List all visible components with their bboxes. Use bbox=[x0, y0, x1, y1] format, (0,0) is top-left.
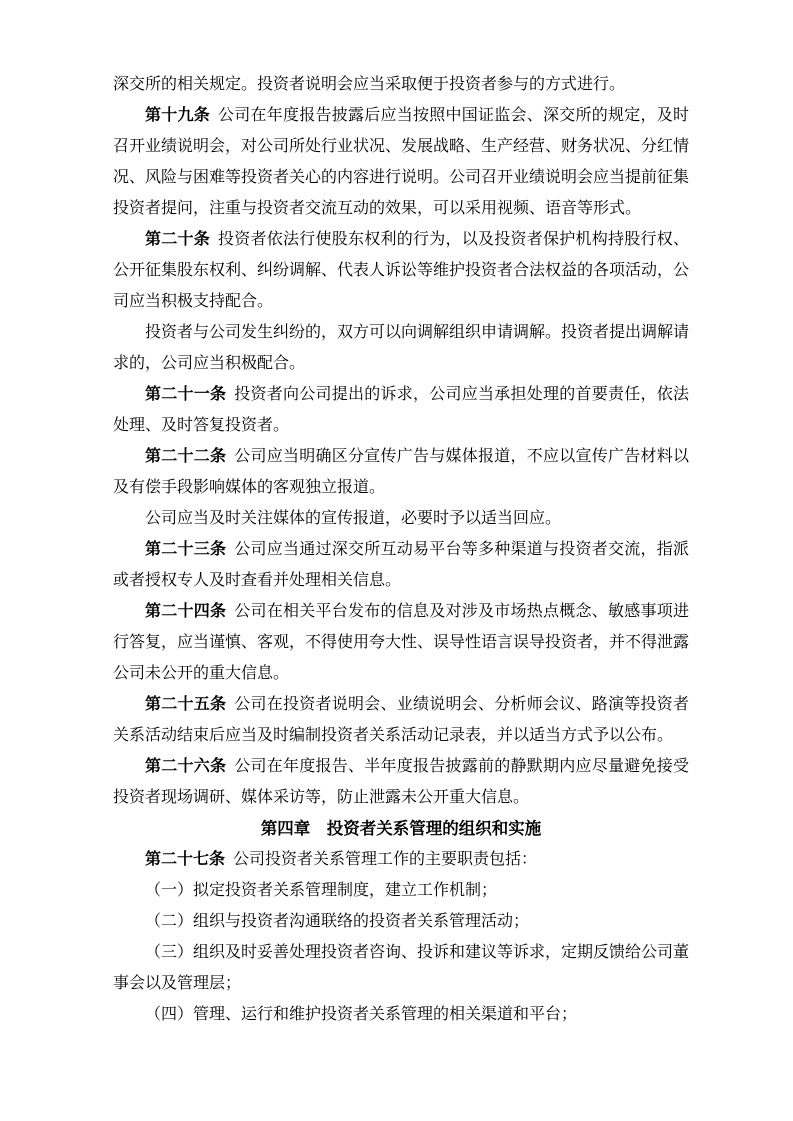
article-22-paragraph bbox=[113, 441, 689, 503]
paragraph-text: 公司应当明确区分宣传广告与媒体报道，不应以宣传广告材料以及有偿手段影响媒体的客观独立报道。 bbox=[113, 448, 689, 496]
paragraph-text: 公司在相关平台发布的信息及对涉及市场热点概念、敏感事项进行答复，应当谨慎、客观，不得使用夸大性、误导性语言误导投资者，并不得泄露公司未公开的重大信息。 bbox=[113, 603, 690, 682]
paragraph-text: 深交所的相关规定。投资者说明会应当采取便于投资者参与的方式进行。 bbox=[113, 76, 626, 93]
paragraph-text: 公司应当及时关注媒体的宣传报道，必要时予以适当回应。 bbox=[145, 510, 562, 527]
list-item-3 bbox=[113, 937, 689, 999]
list-item-4 bbox=[113, 999, 689, 1030]
article-22-subparagraph bbox=[113, 503, 689, 534]
chapter-title: 投资者关系管理的组织和实施 bbox=[326, 819, 542, 838]
paragraph-text: 投资者与公司发生纠纷的，双方可以向调解组织申请调解。投资者提出调解请求的，公司应当积极配合。 bbox=[113, 324, 690, 372]
article-26-paragraph bbox=[113, 751, 689, 813]
paragraph-text: 公司在年度报告、半年度报告披露前的静默期内应尽量避免接受投资者现场调研、媒体采访等，防止泄露未公开重大信息。 bbox=[113, 758, 689, 806]
article-27-number: 第二十七条 bbox=[145, 851, 226, 868]
article-25-paragraph bbox=[113, 689, 689, 751]
article-21-paragraph bbox=[113, 379, 689, 441]
paragraph-text: 公司在投资者说明会、业绩说明会、分析师会议、路演等投资者关系活动结束后应当及时编制投资者关系活动记录表，并以适当方式予以公布。 bbox=[113, 696, 689, 744]
paragraph-text: 投资者依法行使股东权利的行为，以及投资者保护机构持股行权、公开征集股东权利、纠纷调解、代表人诉讼等维护投资者合法权益的各项活动，公司应当积极支持配合。 bbox=[113, 231, 690, 310]
paragraph-text: （一）拟定投资者关系管理制度，建立工作机制； bbox=[145, 882, 498, 899]
article-24-number: 第二十四条 bbox=[145, 603, 227, 620]
article-20-paragraph bbox=[113, 224, 689, 317]
list-item-1 bbox=[113, 875, 689, 906]
article-23-paragraph bbox=[113, 534, 689, 596]
chapter-4-heading bbox=[113, 813, 689, 844]
list-item-2 bbox=[113, 906, 689, 937]
paragraph-text: （四）管理、运行和维护投资者关系管理的相关渠道和平台； bbox=[145, 1006, 578, 1023]
article-27-paragraph bbox=[113, 844, 689, 875]
paragraph-text: 公司在年度报告披露后应当按照中国证监会、深交所的规定，及时召开业绩说明会，对公司所处行业状况、发展战略、生产经营、财务状况、分红情况、风险与困难等投资者关心的内容进行说明。公司召开业绩说明会应当提前征集投资者提问，注重与投资者交流互动的效果，可以采用视频、语音等形式。 bbox=[113, 107, 690, 217]
article-20-number: 第二十条 bbox=[145, 231, 210, 248]
paragraph-text: 投资者向公司提出的诉求，公司应当承担处理的首要责任，依法处理、及时答复投资者。 bbox=[113, 386, 689, 434]
article-21-number: 第二十一条 bbox=[145, 386, 227, 403]
article-19-number: 第十九条 bbox=[145, 107, 210, 124]
article-23-number: 第二十三条 bbox=[145, 541, 227, 558]
article-26-number: 第二十六条 bbox=[145, 758, 227, 775]
paragraph-text: 公司应当通过深交所互动易平台等多种渠道与投资者交流，指派或者授权专人及时查看并处理相关信息。 bbox=[113, 541, 689, 589]
article-20-subparagraph bbox=[113, 317, 689, 379]
paragraph-text: 公司投资者关系管理工作的主要职责包括： bbox=[233, 851, 538, 868]
article-25-number: 第二十五条 bbox=[145, 696, 227, 713]
article-22-number: 第二十二条 bbox=[145, 448, 227, 465]
paragraph-text: （三）组织及时妥善处理投资者咨询、投诉和建议等诉求，定期反馈给公司董事会以及管理层； bbox=[113, 944, 690, 992]
article-24-paragraph bbox=[113, 596, 689, 689]
paragraph-text: （二）组织与投资者沟通联络的投资者关系管理活动； bbox=[145, 913, 530, 930]
chapter-number: 第四章 bbox=[260, 819, 311, 838]
article-19-paragraph bbox=[113, 100, 689, 224]
continuation-paragraph bbox=[113, 69, 689, 100]
